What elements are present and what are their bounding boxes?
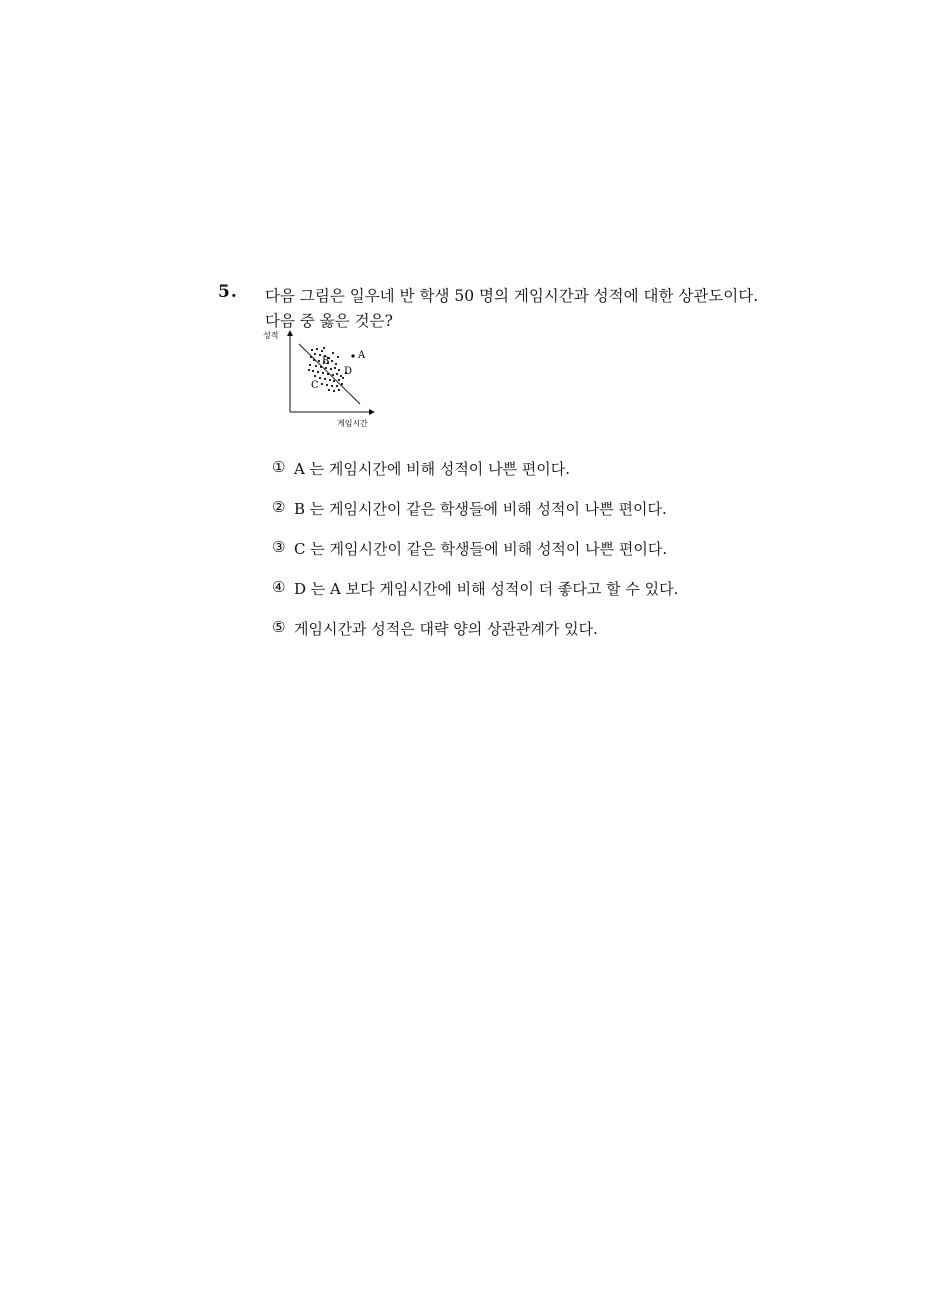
scatter-point	[331, 360, 333, 362]
scatter-point	[338, 369, 340, 371]
x-axis-label: 게임시간	[337, 419, 368, 428]
scatter-point	[329, 379, 331, 381]
scatter-point	[309, 364, 311, 366]
choice-1[interactable]	[272, 458, 872, 498]
scatter-point	[325, 367, 327, 369]
scatter-point	[313, 359, 315, 361]
scatter-point	[321, 350, 323, 352]
scatter-point	[340, 375, 342, 377]
scatter-point	[334, 367, 336, 369]
scatter-point	[311, 349, 313, 351]
point-a	[351, 354, 354, 357]
scatter-point	[330, 368, 332, 370]
scatter-point	[312, 370, 314, 372]
scatter-point	[332, 352, 334, 354]
choice-text: D 는 A 보다 게임시간에 비해 성적이 더 좋다고 할 수 있다.	[294, 580, 679, 598]
scatter-point	[336, 385, 338, 387]
scatter-point	[341, 383, 343, 385]
choice-marker: ⑤	[272, 618, 286, 636]
scatter-point	[314, 353, 316, 355]
scatter-point	[333, 380, 335, 382]
choice-text: A 는 게임시간에 비해 성적이 나쁜 편이다.	[294, 460, 571, 478]
question-stem-line-1: 다음 그림은 일우네 반 학생 50 명의 게임시간과 성적에 대한 상관도이다.	[265, 287, 759, 305]
scatter-point	[317, 371, 319, 373]
point-d-label: D	[344, 366, 353, 377]
choice-text: 게임시간과 성적은 대략 양의 상관관계가 있다.	[294, 620, 598, 638]
choice-5[interactable]	[272, 618, 872, 658]
scatter-point	[319, 354, 321, 356]
choice-3[interactable]	[272, 538, 872, 578]
question-stem	[265, 284, 865, 334]
question-number: 5.	[218, 282, 238, 302]
scatter-point	[332, 374, 334, 376]
scatter-point	[322, 372, 324, 374]
answer-choices	[272, 458, 872, 658]
scatter-point	[338, 379, 340, 381]
scatter-point	[324, 378, 326, 380]
choice-text: B 는 게임시간이 같은 학생들에 비해 성적이 나쁜 편이다.	[294, 500, 667, 518]
scatter-figure	[262, 328, 402, 433]
scatter-point	[331, 385, 333, 387]
scatter-point	[319, 377, 321, 379]
scatter-point	[328, 389, 330, 391]
point-c-label: C	[311, 380, 319, 391]
point-b-label: B	[322, 356, 330, 367]
scatter-point	[342, 377, 344, 379]
scatter-point	[310, 356, 312, 358]
scatter-point	[336, 373, 338, 375]
choice-4[interactable]	[272, 578, 872, 618]
scatter-point	[338, 389, 340, 391]
scatter-point	[337, 356, 339, 358]
choice-marker: ③	[272, 538, 286, 556]
question-stem-line-2: 다음 중 옳은 것은?	[265, 312, 393, 330]
y-axis-label: 성적	[263, 331, 279, 340]
scatter-point	[323, 347, 325, 349]
scatter-point	[318, 360, 320, 362]
point-a-label: A	[358, 350, 366, 361]
scatter-point	[333, 390, 335, 392]
scatter-point	[316, 348, 318, 350]
choice-2[interactable]	[272, 498, 872, 538]
scatter-plot	[262, 328, 402, 433]
scatter-point	[335, 363, 337, 365]
scatter-point	[321, 383, 323, 385]
scatter-point	[308, 369, 310, 371]
choice-text: C 는 게임시간이 같은 학생들에 비해 성적이 나쁜 편이다.	[294, 540, 668, 558]
scatter-point	[314, 375, 316, 377]
choice-marker: ①	[272, 458, 286, 476]
choice-marker: ④	[272, 578, 286, 596]
scatter-point	[327, 373, 329, 375]
choice-marker: ②	[272, 498, 286, 516]
scatter-point	[326, 384, 328, 386]
scatter-point	[315, 365, 317, 367]
